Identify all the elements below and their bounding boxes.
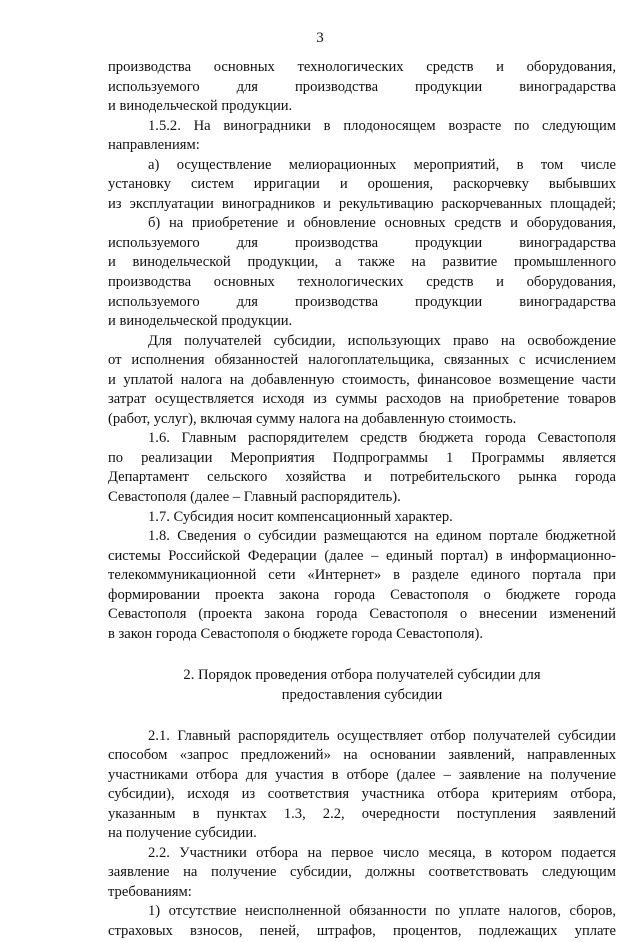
text-line: требованиям: [108, 883, 192, 900]
text-line: формировании проекта закона города Севастополя о бюджете города [108, 586, 616, 603]
text-line: способом «запрос предложений» на основании заявлений, направленных [108, 747, 616, 764]
text-line: а) осуществление мелиорационных мероприятий, в том числе [148, 156, 616, 173]
text-line: от исполнения обязанностей налогоплательщика, связанных с исчислением [108, 352, 616, 369]
text-line: по реализации Мероприятия Подпрограммы 1 Программы является [108, 449, 616, 466]
text-line: используемого для производства продукции виноградарства [108, 234, 616, 251]
document-body [108, 58, 616, 942]
text-line: используемого для производства продукции виноградарства [108, 293, 616, 310]
text-line: страховых взносов, пеней, штрафов, процентов, подлежащих уплате [108, 922, 616, 939]
paragraphs-section-1 [108, 58, 616, 644]
text-line: телекоммуникационной сети «Интернет» в разделе единого портала при [108, 567, 616, 584]
text-line: производства основных технологических средств и оборудования, [108, 59, 616, 75]
text-line: 2.1. Главный распорядитель осуществляет отбор получателей субсидии [148, 727, 616, 744]
section-heading-line-1: 2. Порядок проведения отбора получателей субсидии для [183, 667, 541, 684]
text-line: 2.2. Участники отбора на первое число месяца, в котором подается [148, 844, 616, 861]
text-line: б) на приобретение и обновление основных средств и оборудования, [148, 215, 616, 232]
text-line: используемого для производства продукции виноградарства [108, 78, 616, 95]
text-line: 1.6. Главным распорядителем средств бюджета города Севастополя [148, 430, 616, 447]
text-line: заявление на получение субсидии, должны соответствовать следующим [108, 864, 616, 881]
page-number: 3 [316, 30, 324, 46]
text-line: и винодельческой продукции. [108, 98, 293, 115]
text-line: 1) отсутствие неисполненной обязанности по уплате налогов, сборов, [148, 903, 616, 920]
text-line: из эксплуатации виноградников и рекультивацию раскорчеванных площадей; [108, 195, 616, 212]
text-line: и винодельческой продукции. [108, 313, 293, 330]
text-line: в закон города Севастополя о бюджете города Севастополя). [108, 625, 484, 642]
text-line: производства основных технологических средств и оборудования, [108, 274, 616, 291]
text-line: 1.7. Субсидия носит компенсационный характер. [148, 508, 453, 525]
text-line: указанным в пунктах 1.3, 2.2, очередности поступления заявлений [108, 805, 616, 822]
text-line: Для получателей субсидии, использующих право на освобождение [148, 332, 616, 349]
text-line: 1.8. Сведения о субсидии размещаются на едином портале бюджетной [148, 528, 616, 545]
text-line: затрат осуществляется исходя из суммы расходов на приобретение товаров [108, 391, 616, 408]
text-line: Севастополя (проекта закона города Севастополя о внесении изменений [108, 606, 616, 623]
section-heading-line-2: предоставления субсидии [281, 686, 443, 703]
text-line: Севастополя (далее – Главный распорядитель). [108, 489, 401, 506]
paragraphs-section-2 [108, 727, 616, 942]
text-line: (работ, услуг), включая сумму налога на добавленную стоимость. [108, 410, 517, 427]
text-line: участниками отбора для участия в отборе (далее – заявление на получение [108, 766, 616, 783]
text-line: установку систем ирригации и орошения, раскорчевку выбывших [108, 176, 616, 193]
text-line: и винодельческой продукции, а также на развитие промышленного [108, 254, 616, 271]
text-line: Департамент сельского хозяйства и потребительского рынка города [108, 469, 616, 486]
text-line: субсидии), исходя из соответствия участника отбора критериям отбора, [108, 786, 616, 803]
text-line: системы Российской Федерации (далее – единый портал) в информационно- [108, 547, 616, 564]
text-line: на получение субсидии. [108, 825, 257, 842]
text-line: направлениям: [108, 137, 200, 154]
text-line: 1.5.2. На виноградники в плодоносящем возрасте по следующим [148, 117, 616, 134]
text-line: и уплатой налога на добавленную стоимость, финансовое возмещение части [108, 371, 616, 388]
section-heading [108, 666, 616, 705]
